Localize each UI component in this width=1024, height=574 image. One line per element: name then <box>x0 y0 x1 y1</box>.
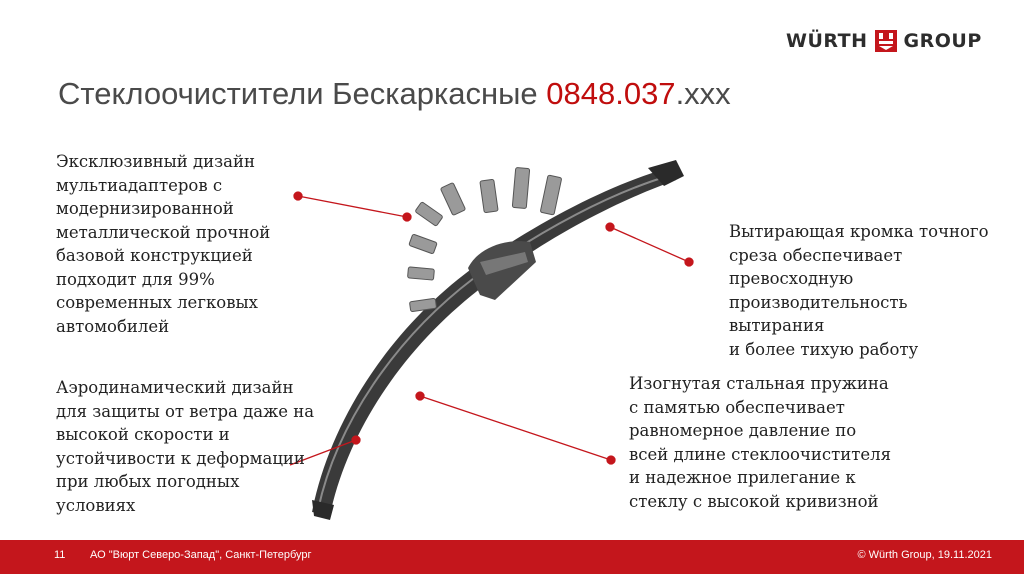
callout-dot <box>352 436 360 444</box>
callout-line: при любых погодных <box>56 472 240 491</box>
logo-word-wurth: WÜRTH <box>786 30 868 52</box>
callout-line: с памятью обеспечивает <box>629 397 845 417</box>
title-code: 0848.037 <box>546 76 676 111</box>
callout-text-left-bottom <box>56 376 314 517</box>
callout-line: равномерное давление по <box>629 421 857 440</box>
callout-line: металлической прочной <box>56 222 271 242</box>
callout-line: устойчивости к деформации <box>56 448 305 468</box>
callout-line: производительность <box>729 292 908 312</box>
callout-line: среза обеспечивает <box>729 245 903 265</box>
callout-line: вытирания <box>729 316 825 335</box>
callout-dot <box>606 223 614 231</box>
callout-dot <box>403 213 411 221</box>
callout-line: базовой конструкцией <box>56 246 253 265</box>
callout-line: всей длине стеклоочистителя <box>629 444 892 464</box>
callout-line: Вытирающая кромка точного <box>729 222 989 241</box>
callout-dot <box>294 192 302 200</box>
callout-line: Аэродинамический дизайн <box>56 378 294 397</box>
callout-line: высокой скорости и <box>56 425 230 444</box>
callout-line-left-top <box>298 196 407 217</box>
footer-company: АО "Вюрт Северо-Запад", Санкт-Петербург <box>90 549 312 561</box>
callout-text-right-top <box>729 220 989 361</box>
footer-bar <box>0 540 1024 574</box>
page-number: 11 <box>54 549 66 561</box>
callout-line: и более тихую работу <box>729 339 919 359</box>
callout-line: стеклу с высокой кривизной <box>629 491 879 511</box>
callout-line: превосходную <box>729 269 854 288</box>
callout-line: модернизированной <box>56 199 234 218</box>
callout-line: условиях <box>56 495 136 515</box>
callout-line: автомобилей <box>56 316 170 336</box>
callout-dot <box>685 258 693 266</box>
callout-line: мультиадаптеров с <box>56 175 223 195</box>
logo-word-group: GROUP <box>903 30 982 52</box>
callout-line-right-top <box>610 227 689 262</box>
callout-text-left-top <box>56 150 270 338</box>
callout-dot <box>416 392 424 400</box>
callout-line: подходит для 99% <box>56 269 215 289</box>
callout-line: современных легковых <box>56 293 258 312</box>
callout-line: Эксклюзивный дизайн <box>56 152 255 171</box>
callout-dot <box>607 456 615 464</box>
title-main: Стеклоочистители Бескаркасные <box>58 76 538 111</box>
callout-line: Изогнутая стальная пружина <box>629 374 889 393</box>
footer-copyright: © Würth Group, 19.11.2021 <box>857 549 992 561</box>
callout-line-right-bottom <box>420 396 611 460</box>
callout-line: для защиты от ветра даже на <box>56 401 315 421</box>
title-suffix: .xxx <box>675 76 731 111</box>
callout-text-right-bottom <box>629 372 891 513</box>
callout-line: и надежное прилегание к <box>629 468 856 487</box>
